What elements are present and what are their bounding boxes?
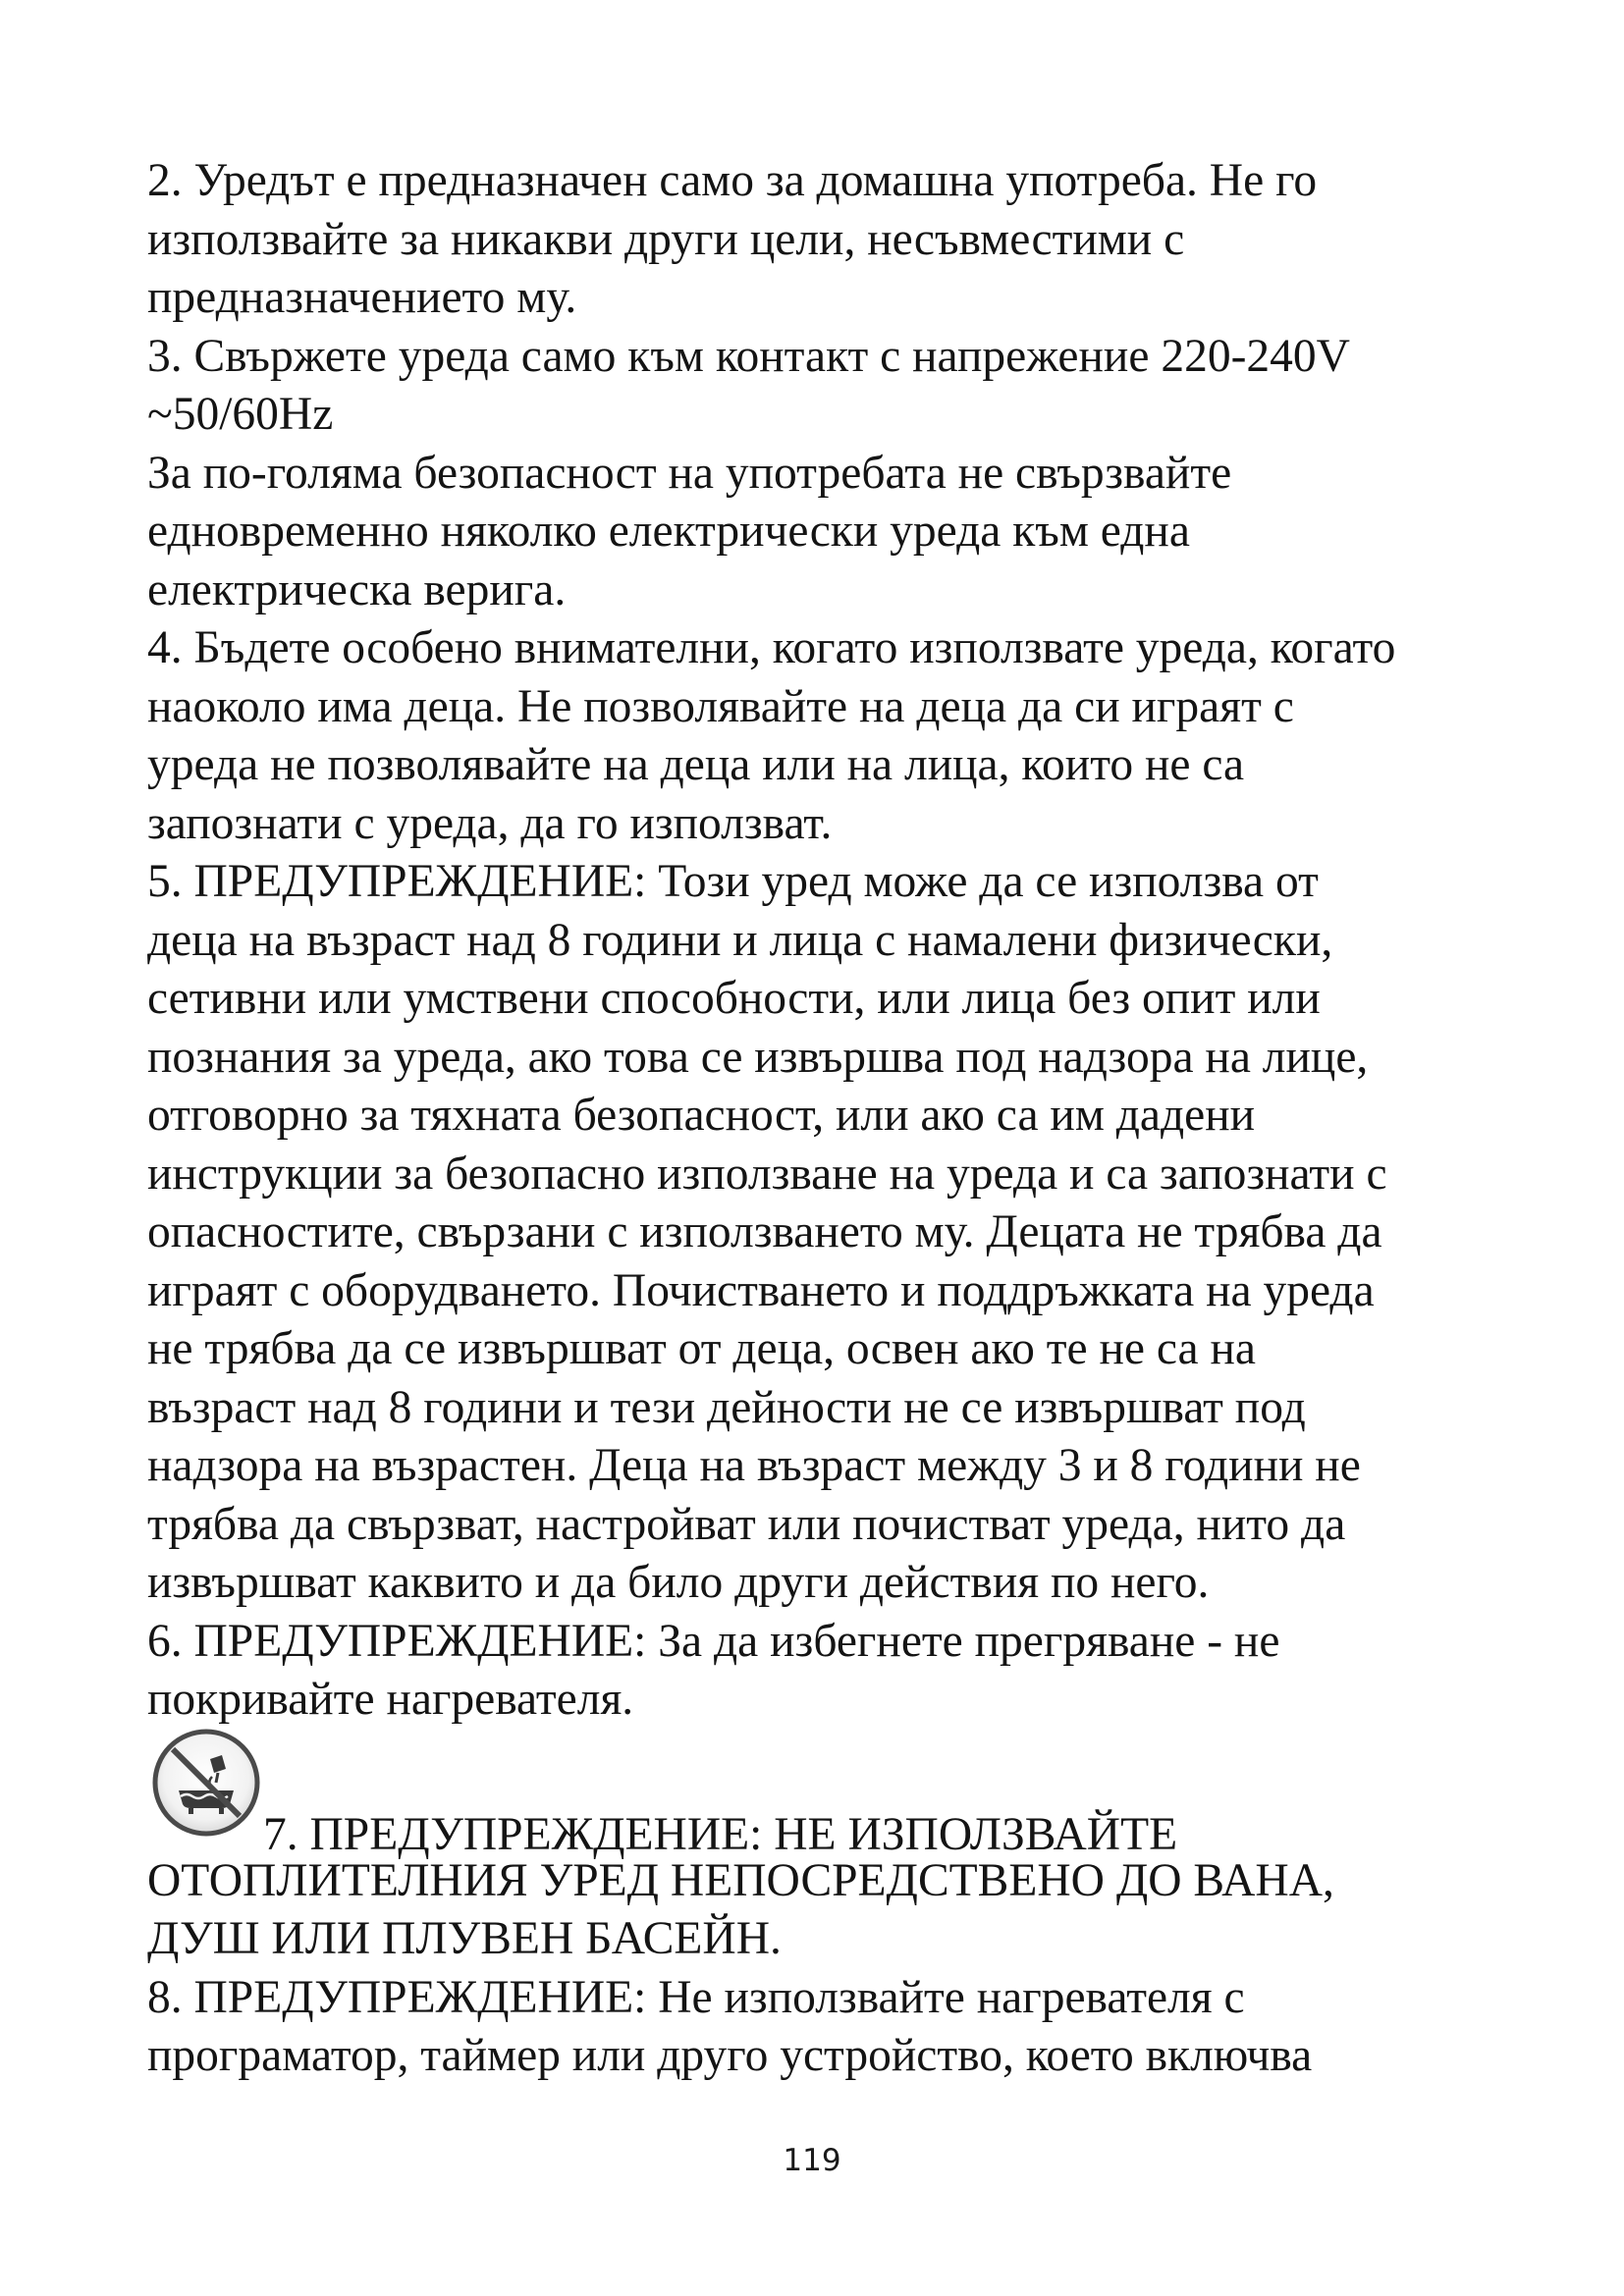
item-5-line: играят с оборудването. Почистването и поддръжката на уреда bbox=[147, 1264, 1375, 1316]
item-5-line: инструкции за безопасно използване на уреда и са запознати с bbox=[147, 1148, 1387, 1200]
item-5-line: надзора на възрастен. Деца на възраст между 3 и 8 години не bbox=[147, 1440, 1361, 1491]
safety-note bbox=[147, 445, 1561, 620]
no-bath-icon bbox=[149, 1726, 263, 1840]
safety-note-line: За по-голяма безопасност на употребата не свързвайте bbox=[147, 447, 1232, 499]
item-3 bbox=[147, 328, 1561, 445]
item-5-line: познания за уреда, ако това се извършва под надзора на лице, bbox=[147, 1031, 1369, 1083]
item-7-line: ДУШ ИЛИ ПЛУВЕН БАСЕЙН. bbox=[147, 1913, 782, 1964]
item-5-line: трябва да свързват, настройват или почистват уреда, нито да bbox=[147, 1498, 1346, 1550]
item-4-line: наоколо има деца. Не позволявайте на деца да си играят с bbox=[147, 680, 1294, 732]
item-5-line: опасностите, свързани с използването му. Децата не трябва да bbox=[147, 1206, 1382, 1257]
safety-note-line: електрическа верига. bbox=[147, 563, 567, 615]
item-8 bbox=[147, 1969, 1561, 2086]
item-4-line: запознати с уреда, да го използват. bbox=[147, 797, 833, 849]
item-2-line: използвайте за никакви други цели, несъвместими с bbox=[147, 213, 1185, 265]
item-5-line: извършват каквито и да било други действия по него. bbox=[147, 1557, 1210, 1608]
item-2 bbox=[147, 152, 1561, 328]
item-4-line: уреда не позволявайте на деца или на лица, които не са bbox=[147, 739, 1245, 790]
item-7-line: ОТОПЛИТЕЛНИЯ УРЕД НЕПОСРЕДСТВЕНО ДО ВАНА, bbox=[147, 1854, 1334, 1906]
item-6 bbox=[147, 1613, 1561, 1730]
item-5-line: отговорно за тяхната безопасност, или ако са им дадени bbox=[147, 1090, 1256, 1141]
safety-note-line: едновременно няколко електрически уреда към една bbox=[147, 506, 1190, 557]
item-5-line: възраст над 8 години и тези дейности не се извършват под bbox=[147, 1381, 1306, 1433]
document-page bbox=[147, 152, 1561, 2086]
item-7 bbox=[147, 1730, 1561, 1969]
page-number: 119 bbox=[783, 2143, 841, 2178]
item-7-icon-row bbox=[147, 1730, 1561, 1859]
item-2-line: предназначението му. bbox=[147, 272, 577, 323]
item-5-line: 5. ПРЕДУПРЕЖДЕНИЕ: Този уред може да се използва от bbox=[147, 856, 1319, 907]
item-5-line: не трябва да се извършват от деца, освен ако те не са на bbox=[147, 1323, 1256, 1374]
item-4 bbox=[147, 619, 1561, 853]
item-6-line: 6. ПРЕДУПРЕЖДЕНИЕ: За да избегнете прегряване - не bbox=[147, 1615, 1280, 1667]
item-3-line: ~50/60Hz bbox=[147, 389, 334, 440]
item-8-line: програматор, таймер или друго устройство, което включва bbox=[147, 2030, 1313, 2081]
item-3-line: 3. Свържете уреда само към контакт с напрежение 220-240V bbox=[147, 330, 1350, 382]
item-8-line: 8. ПРЕДУПРЕЖДЕНИЕ: Не използвайте нагревателя с bbox=[147, 1971, 1245, 2023]
item-2-line: 2. Уредът е предназначен само за домашна употреба. Не го bbox=[147, 155, 1318, 206]
item-5 bbox=[147, 853, 1561, 1613]
item-5-line: сетивни или умствени способности, или лица без опит или bbox=[147, 973, 1321, 1024]
item-6-line: покривайте нагревателя. bbox=[147, 1674, 634, 1725]
item-7-line: 7. ПРЕДУПРЕЖДЕНИЕ: НЕ ИЗПОЛЗВАЙТЕ bbox=[263, 1808, 1178, 1860]
item-5-line: деца на възраст над 8 години и лица с намалени физически, bbox=[147, 914, 1333, 966]
item-4-line: 4. Бъдете особено внимателни, когато използвате уреда, когато bbox=[147, 622, 1396, 673]
